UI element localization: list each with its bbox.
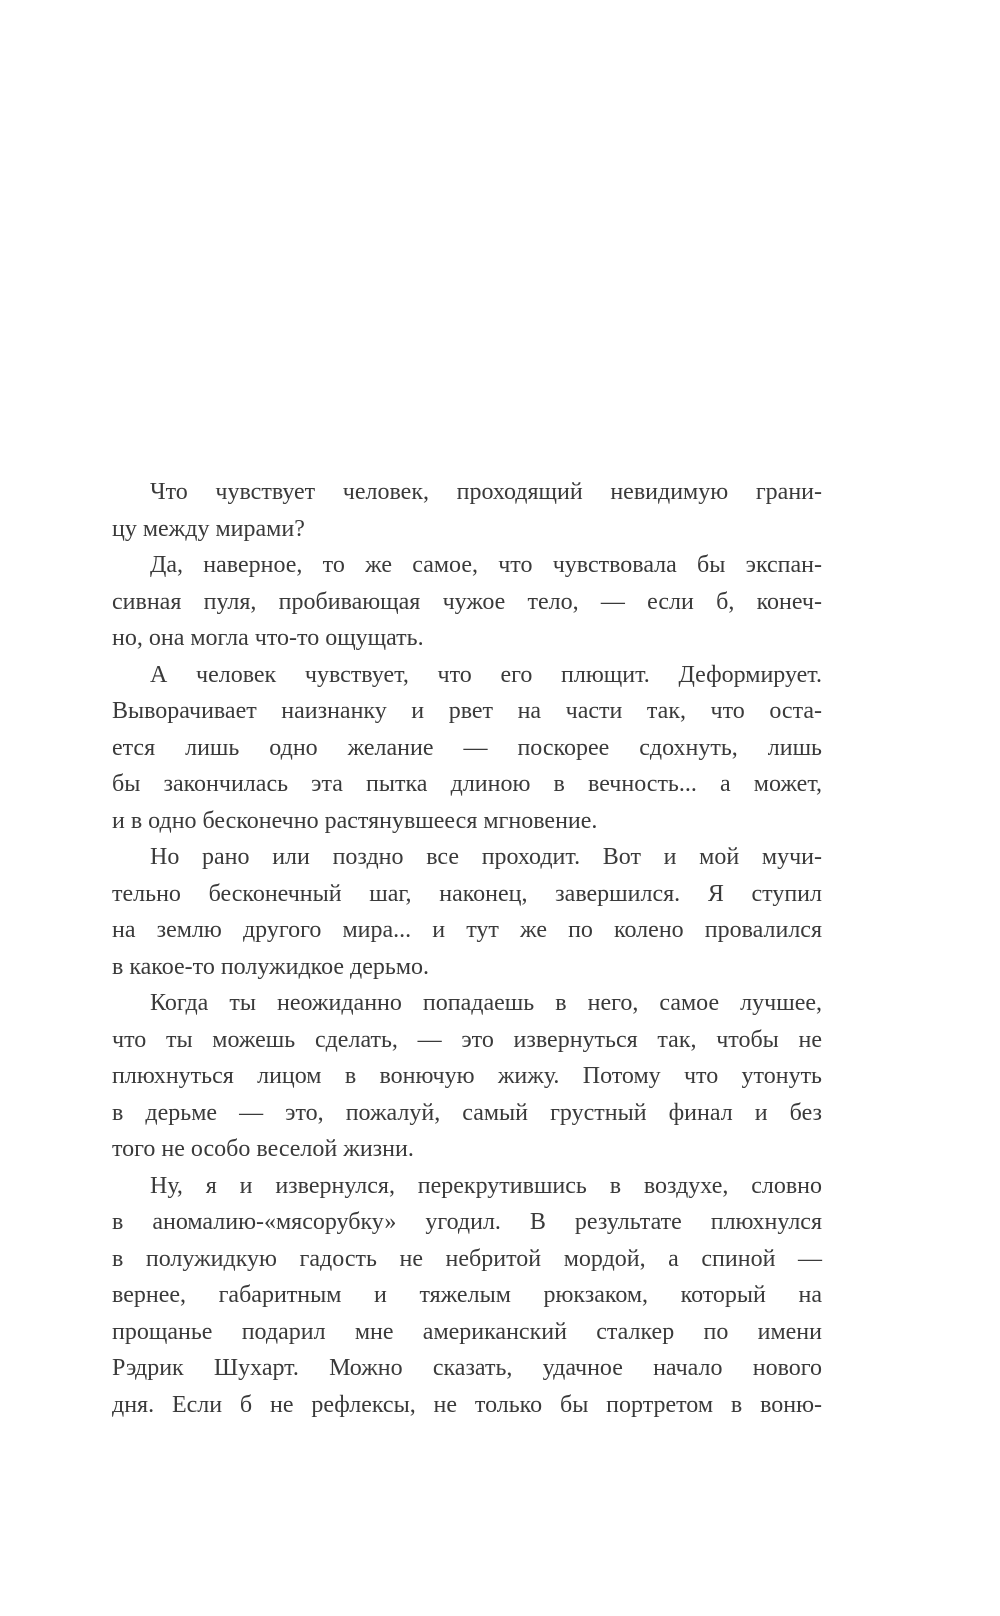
text-line: бы закончилась эта пытка длиною в вечность... а может, [112,771,822,797]
text-line: тельно бесконечный шаг, наконец, завершился. Я ступил [112,880,822,907]
text-line: Да, наверное, то же самое, что чувствовала бы экспан- [150,552,822,578]
text-line: в дерьме — это, пожалуй, самый грустный финал и без [112,1099,822,1126]
text-line: и в одно бесконечно растянувшееся мгновение. [112,807,598,834]
text-line: Рэдрик Шухарт. Можно сказать, удачное начало нового [112,1355,822,1381]
text-line: А человек чувствует, что его плющит. Деформирует. [150,661,822,688]
book-page-text [112,474,822,1423]
text-line: но, она могла что-то ощущать. [112,625,424,651]
text-line: на землю другого мира... и тут же по колено провалился [112,917,822,943]
text-line: Выворачивает наизнанку и рвет на части так, что оста- [112,698,822,724]
text-line: цу между мирами? [112,515,305,542]
text-line: Но рано или поздно все проходит. Вот и мой мучи- [150,844,822,870]
text-line: в какое-то полужидкое дерьмо. [112,953,430,980]
text-line: того не особо веселой жизни. [112,1136,414,1162]
text-line: Когда ты неожиданно попадаешь в него, самое лучшее, [150,990,822,1016]
text-line: в полужидкую гадость не небритой мордой, а спиной — [112,1245,822,1272]
text-line: дня. Если б не рефлексы, не только бы портретом в воню- [112,1391,822,1418]
text-line: вернее, габаритным и тяжелым рюкзаком, который на [112,1282,822,1308]
text-line: Ну, я и извернулся, перекрутившись в воздухе, словно [150,1172,822,1199]
text-line: плюхнуться лицом в вонючую жижу. Потому что утонуть [112,1063,822,1089]
text-line: в аномалию-«мясорубку» угодил. В результате плюхнулся [112,1209,822,1235]
text-line: что ты можешь сделать, — это извернуться так, чтобы не [112,1026,822,1053]
text-line: Что чувствует человек, проходящий невидимую грани- [150,479,822,505]
text-line: ется лишь одно желание — поскорее сдохнуть, лишь [112,734,822,761]
text-line: прощанье подарил мне американский сталкер по имени [112,1318,822,1345]
text-line: сивная пуля, пробивающая чужое тело, — если б, конеч- [112,588,822,615]
